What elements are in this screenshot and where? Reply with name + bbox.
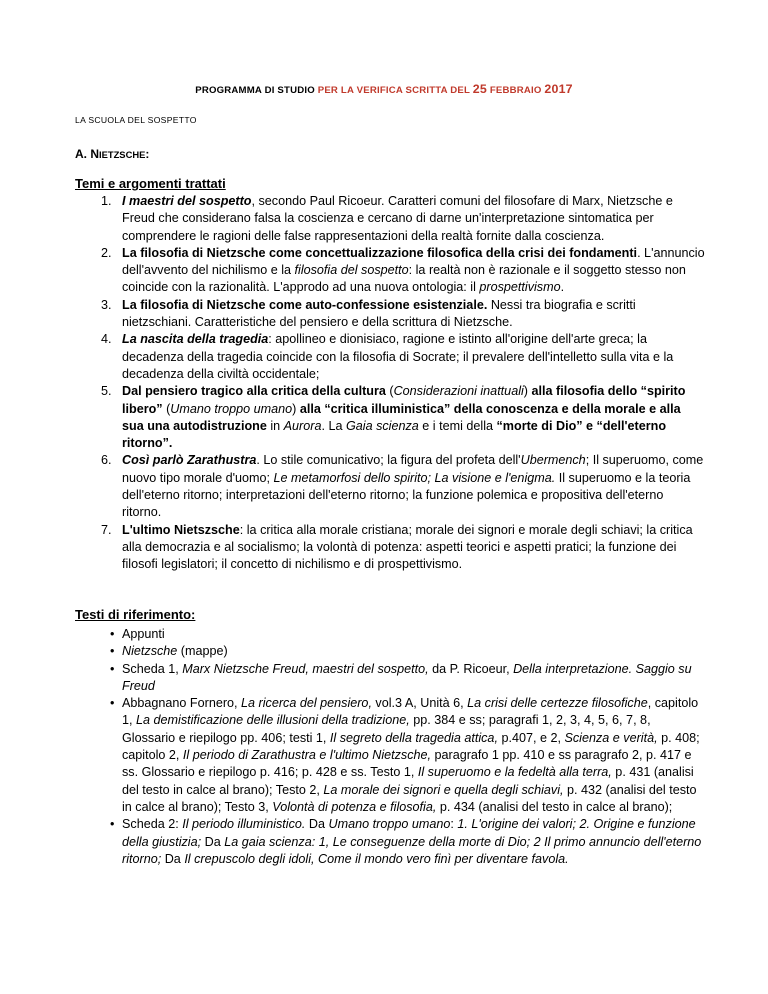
document-title: PROGRAMMA DI STUDIO PER LA VERIFICA SCRITTA DEL 25 FEBBRAIO 2017 bbox=[195, 82, 573, 96]
subsection-title: A. NIETZSCHE: bbox=[75, 147, 150, 161]
heading-temi: Temi e argomenti trattati bbox=[75, 176, 226, 191]
list-item: • Scheda 1, Marx Nietzsche Freud, maestri del sospetto, da P. Ricoeur, Della interpretazione. Saggio su Freud bbox=[110, 661, 692, 693]
temi-list bbox=[75, 193, 705, 574]
list-item: 2. La filosofia di Nietzsche come concettualizzazione filosofica della crisi dei fondamenti. L'annuncio dell'avvento del nichilismo e la filosofia del sospetto: la realtà non è razionale e il soggetto stesso non coincide con la razionalità. L'approdo ad una nuova ontologia: il prospettivismo. bbox=[101, 245, 705, 295]
list-item: • Nietzsche (mappe) bbox=[75, 643, 705, 660]
testi-list bbox=[75, 626, 705, 868]
heading-testi: Testi di riferimento: bbox=[75, 607, 196, 622]
bullet-icon: • bbox=[110, 661, 115, 676]
bullet-icon: • bbox=[110, 627, 115, 641]
bullet-icon: • bbox=[110, 644, 115, 659]
list-item: • Appunti bbox=[75, 626, 705, 643]
list-item: 4. La nascita della tragedia: apollineo e dionisiaco, ragione e istinto all'origine dell'arte greca; la decadenza della tragedia coincide con la filosofia di Socrate; il prevalere dell'intelletto sulla vita e la decadenza della civiltà occidentale; bbox=[101, 332, 674, 381]
list-item: • Abbagnano Fornero, La ricerca del pensiero, vol.3 A, Unità 6, La crisi delle certezze filosofiche, capitolo 1, La demistificazione delle illusioni della tradizione, pp. 384 e ss; paragrafi 1, 2, 3, 4, 5, 6, 7, 8, Glossario e riepilogo pp. 406; testi 1, Il segreto della tragedia attica, p.407, e 2, Scienza e verità, p. 408; capitolo 2, Il periodo di Zarathustra e l'ultimo Nietzsche, paragrafo 1 pp. 410 e ss paragrafo 2, p. 417 e ss. Glossario e riepilogo p. 416; p. 428 e ss. Testo 1, Il superuomo e la fedeltà alla terra, p. 431 (analisi del testo in calce al brano); Testo 2, La morale dei signori e quella degli schiavi, p. 432 (analisi del testo in calce al brano); Testo 3, Volontà di potenza e filosofia, p. 434 (analisi del testo in calce al brano); bbox=[110, 696, 700, 814]
list-item: 1. I maestri del sospetto, secondo Paul Ricoeur. Caratteri comuni del filosofare di Marx, Nietzsche e Freud che considerano falsa la coscienza e cercano di darne un'interpretazione sintomatica per comprendere le ragioni delle false rappresentazioni della realtà fornite dalla coscienza. bbox=[101, 194, 673, 243]
list-item: • Scheda 2: Il periodo illuministico. Da Umano troppo umano: 1. L'origine dei valori; 2. Origine e funzione della giustizia; Da La gaia scienza: 1, Le conseguenze della morte di Dio; 2 Il primo annuncio dell'eterno ritorno; Da Il crepuscolo degli idoli, Come il mondo vero finì per diventare favola. bbox=[110, 817, 702, 866]
section-title: LA SCUOLA DEL SOSPETTO bbox=[75, 115, 197, 125]
list-item: 6. Così parlò Zarathustra. Lo stile comunicativo; la figura del profeta dell'Ubermench; Il superuomo, come nuovo tipo morale d'uomo; Le metamorfosi dello spirito; La visione e l'enigma. Il superuomo e la teoria dell'eterno ritorno; interpretazioni dell'eterno ritorno; la funzione polemica e propositiva dell'eterno ritorno. bbox=[101, 453, 704, 520]
list-item: 3. La filosofia di Nietzsche come auto-confessione esistenziale. Nessi tra biografia e scritti nietzschiani. Caratteristiche del pensiero e della scrittura di Nietzsche. bbox=[101, 297, 636, 330]
bullet-icon: • bbox=[110, 696, 115, 711]
bullet-icon: • bbox=[110, 817, 115, 832]
list-item: 7. L'ultimo Nietszsche: la critica alla morale cristiana; morale dei signori e morale degli schiavi; la critica alla democrazia e al socialismo; la volontà di potenza: aspetti teorici e aspetti pratici; la funzione dei filosofi legislatori; il concetto di nichilismo e di prospettivismo. bbox=[101, 522, 693, 572]
list-item: 5. Dal pensiero tragico alla critica della cultura (Considerazioni inattuali) alla filosofia dello “spirito libero” (Umano troppo umano) alla “critica illuministica” della conoscenza e della morale e alla sua una autodistruzione in Aurora. La Gaia scienza e i temi della “morte di Dio” e “dell'eterno ritorno”. bbox=[101, 384, 686, 451]
